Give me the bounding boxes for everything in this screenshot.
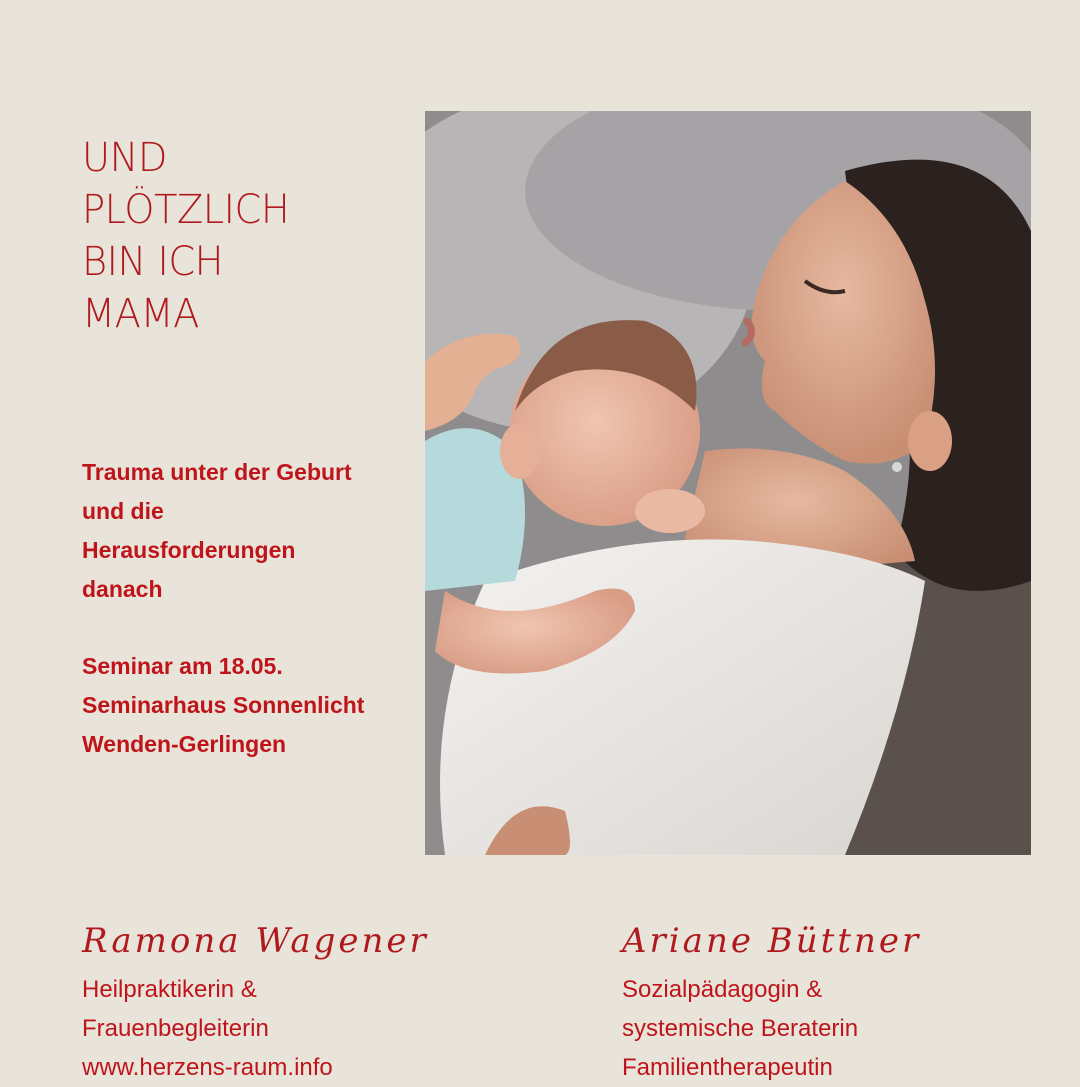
roles-ramona [82,970,482,1087]
roles-ariane [622,970,1022,1087]
headline-line: UND [82,135,167,181]
topic-line: danach [82,576,163,602]
role-line: Heilpraktikerin & [82,976,257,1003]
signature-ramona: Ramona Wagener [82,921,429,961]
headline-line: MAMA [82,291,199,337]
role-line: systemische Beraterin [622,1015,859,1042]
headline [82,132,289,340]
seminar-date: Seminar am 18.05. [82,653,283,679]
signature-ariane: Ariane Büttner [622,921,922,961]
photo-illustration [425,111,1031,855]
headline-line: BIN ICH [82,239,224,285]
presenter-ariane [622,912,1022,1087]
topic-line: Trauma unter der Geburt [82,459,352,485]
topic-line: und die [82,498,164,524]
website-link[interactable]: www.herzens-raum.info [82,1054,333,1081]
seminar-details [82,647,432,764]
seminar-venue: Seminarhaus Sonnenlicht [82,692,365,718]
presenter-ramona [82,912,482,1087]
role-line: Familientherapeutin [622,1054,833,1081]
role-line: Frauenbegleiterin [82,1015,269,1042]
role-line: Sozialpädagogin & [622,976,823,1003]
headline-line: PLÖTZLICH [82,187,290,233]
topic-line: Herausforderungen [82,537,296,563]
seminar-location: Wenden-Gerlingen [82,731,287,757]
mother-baby-photo [425,111,1031,855]
topic-text [82,453,432,609]
